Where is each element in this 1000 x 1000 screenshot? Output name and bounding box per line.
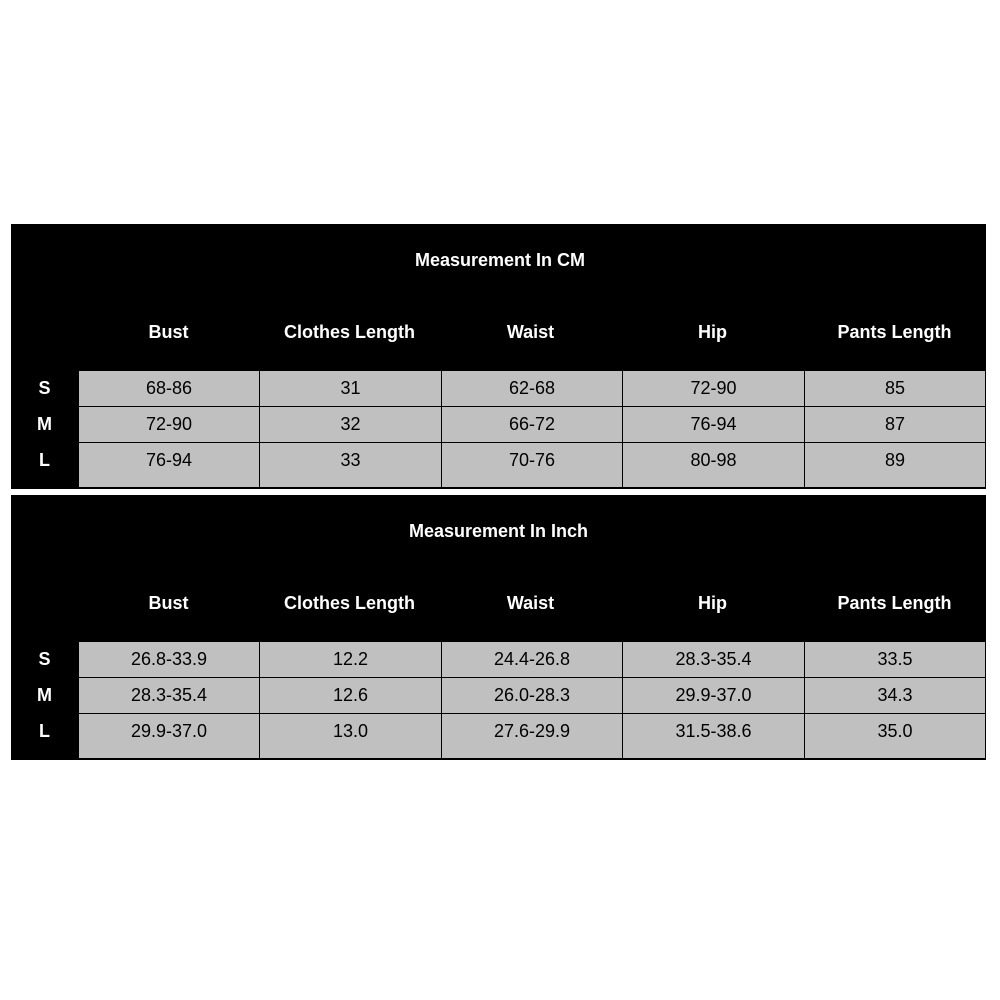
- column-header-bust: Bust: [148, 322, 189, 342]
- measurement-grid-cm: [78, 370, 986, 488]
- size-label-m: M: [37, 685, 52, 705]
- table-cell: 28.3-35.4: [623, 642, 805, 678]
- table-cell: 72-90: [79, 407, 260, 443]
- size-label-l: L: [39, 721, 50, 741]
- table-title-cm: Measurement In CM: [414, 250, 586, 270]
- table-cell: 31: [260, 371, 442, 407]
- measurement-grid-inch: [78, 641, 986, 759]
- column-header-waist: Waist: [506, 593, 555, 613]
- table-cell: 32: [260, 407, 442, 443]
- table-cell: 35.0: [805, 714, 986, 759]
- table-cell: 26.8-33.9: [79, 642, 260, 678]
- column-header-row: [78, 593, 986, 617]
- size-label-m: M: [37, 414, 52, 434]
- table-cell: 29.9-37.0: [79, 714, 260, 759]
- size-chart-inch: [11, 495, 986, 760]
- table-cell: 68-86: [79, 371, 260, 407]
- table-cell: 70-76: [442, 443, 623, 488]
- table-cell: 34.3: [805, 678, 986, 714]
- size-label-s: S: [38, 649, 51, 669]
- table-title-inch: Measurement In Inch: [408, 521, 589, 541]
- table-cell: 13.0: [260, 714, 442, 759]
- table-cell: 31.5-38.6: [623, 714, 805, 759]
- table-cell: 89: [805, 443, 986, 488]
- table-cell: 29.9-37.0: [623, 678, 805, 714]
- table-cell: 85: [805, 371, 986, 407]
- column-header-pants-length: Pants Length: [837, 322, 952, 342]
- table-cell: 33.5: [805, 642, 986, 678]
- table-cell: 24.4-26.8: [442, 642, 623, 678]
- column-header-bust: Bust: [148, 593, 189, 613]
- table-cell: 12.2: [260, 642, 442, 678]
- size-label-s: S: [38, 378, 51, 398]
- table-cell: 87: [805, 407, 986, 443]
- table-cell: 72-90: [623, 371, 805, 407]
- table-cell: 12.6: [260, 678, 442, 714]
- table-cell: 27.6-29.9: [442, 714, 623, 759]
- table-cell: 26.0-28.3: [442, 678, 623, 714]
- table-cell: 80-98: [623, 443, 805, 488]
- column-header-row: [78, 322, 986, 346]
- column-header-clothes-length: Clothes Length: [284, 593, 415, 613]
- table-cell: 76-94: [623, 407, 805, 443]
- table-cell: 33: [260, 443, 442, 488]
- table-cell: 76-94: [79, 443, 260, 488]
- column-header-hip: Hip: [698, 593, 727, 613]
- column-header-hip: Hip: [698, 322, 727, 342]
- column-header-pants-length: Pants Length: [837, 593, 952, 613]
- column-header-clothes-length: Clothes Length: [284, 322, 415, 342]
- size-label-l: L: [39, 450, 50, 470]
- table-cell: 62-68: [442, 371, 623, 407]
- table-cell: 66-72: [442, 407, 623, 443]
- size-chart-cm: [11, 224, 986, 489]
- table-cell: 28.3-35.4: [79, 678, 260, 714]
- column-header-waist: Waist: [506, 322, 555, 342]
